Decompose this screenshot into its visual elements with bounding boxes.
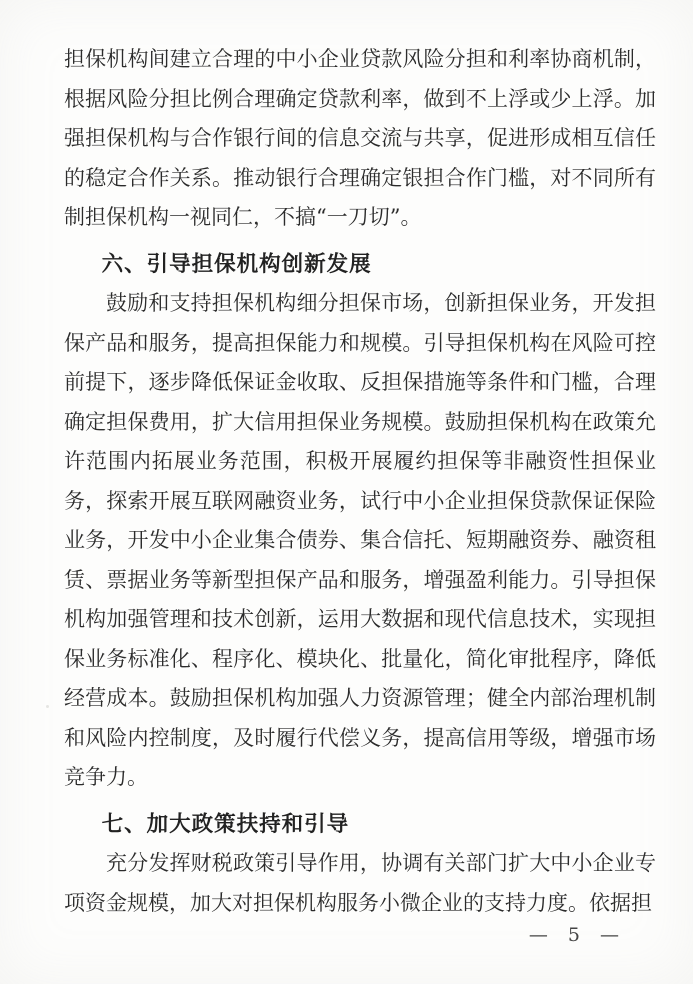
scan-artifact [46, 705, 49, 708]
document-text-block [64, 40, 656, 923]
section-paragraph-six: 鼓励和支持担保机构细分担保市场，创新担保业务，开发担保产品和服务，提高担保能力和规模。引导担保机构在风险可控前提下，逐步降低保证金收取、反担保措施等条件和门槛，合理确定担保费用，扩大信用担保业务规模。鼓励担保机构在政策允许范围内拓展业务范围，积极开展履约担保等非融资性担保业务，探索开展互联网融资业务，试行中小企业担保贷款保证保险业务，开发中小企业集合债券、集合信托、短期融资券、融资租赁、票据业务等新型担保产品和服务，增强盈利能力。引导担保机构加强管理和技术创新，运用大数据和现代信息技术，实现担保业务标准化、程序化、模块化、批量化，简化审批程序，降低经营成本。鼓励担保机构加强人力资源管理；健全内部治理机制和风险内控制度，及时履行代偿义务，提高信用等级，增强市场竞争力。 [64, 291, 656, 789]
scan-artifact [636, 333, 640, 336]
scan-artifact [618, 728, 623, 731]
section-paragraph-seven: 充分发挥财税政策引导作用，协调有关部门扩大中小企业专项资金规模，加大对担保机构服务小微企业的支持力度。依据担 [64, 851, 656, 915]
section-heading-seven: 七、加大政策扶持和引导 [101, 811, 350, 837]
paragraph-continuation: 担保机构间建立合理的中小企业贷款风险分担和利率协商机制，根据风险分担比例合理确定贷款利率，做到不上浮或少上浮。加强担保机构与合作银行间的信息交流与共享，促进形成相互信任的稳定合作关系。推动银行合理确定银担合作门槛，对不同所有制担保机构一视同仁，不搞“一刀切”。 [64, 47, 656, 229]
page-number: — 5 — [528, 924, 621, 946]
section-heading-six: 六、引导担保机构创新发展 [101, 251, 372, 277]
